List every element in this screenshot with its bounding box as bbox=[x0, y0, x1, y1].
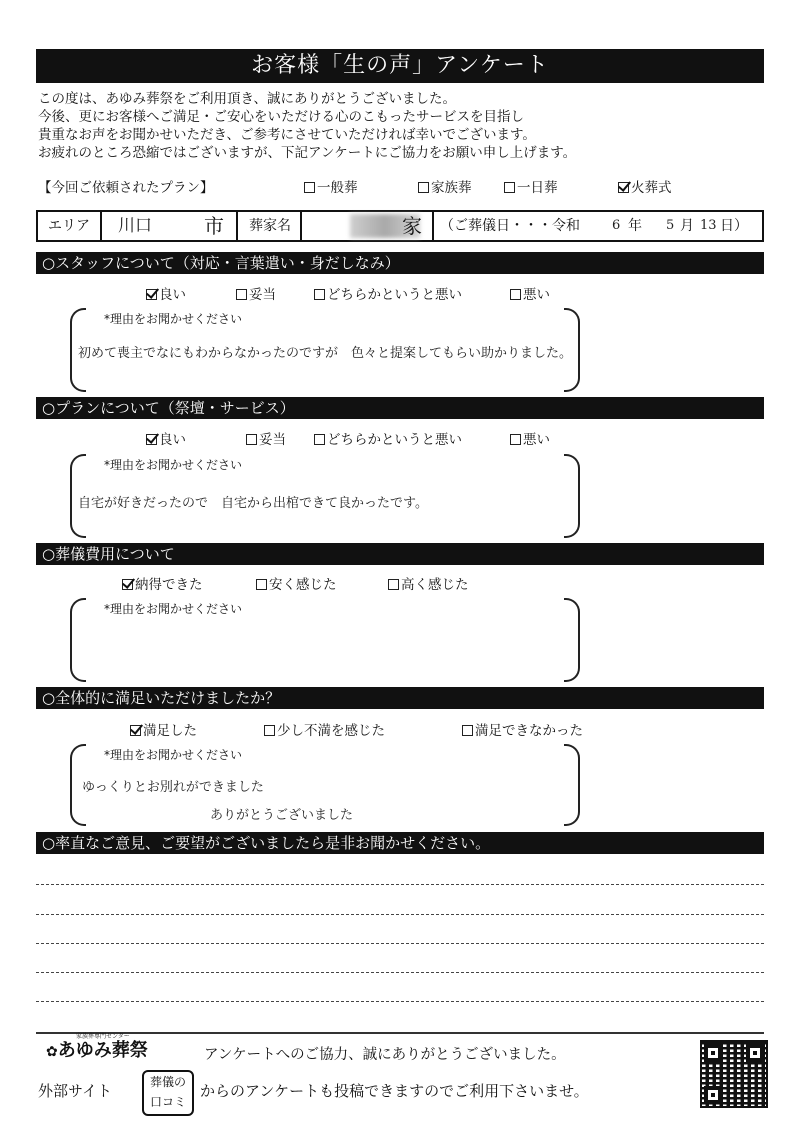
option-somewhat-bad[interactable] bbox=[314, 283, 462, 303]
option-label: 家族葬 bbox=[431, 180, 472, 196]
checkbox-icon[interactable] bbox=[314, 434, 325, 445]
divider bbox=[236, 212, 238, 240]
logo-subtitle: 家族葬専門センター bbox=[76, 1033, 130, 1040]
section-plan-reason-box[interactable] bbox=[70, 454, 580, 538]
kcomi-line: 口コミ bbox=[149, 1095, 186, 1109]
checkbox-icon[interactable] bbox=[510, 434, 521, 445]
external-site-label: 外部サイト bbox=[38, 1082, 112, 1100]
option-label: 悪い bbox=[523, 287, 550, 303]
opinion-line[interactable] bbox=[36, 972, 764, 973]
option-fair[interactable] bbox=[236, 283, 276, 303]
opinion-title: ○率直なご意見、ご要望がございましたら是非お聞かせください。 bbox=[36, 832, 764, 854]
funeral-day[interactable]: 13 bbox=[700, 218, 717, 233]
option-good[interactable] bbox=[146, 428, 186, 448]
plan-option-kazoku[interactable] bbox=[418, 176, 472, 196]
option-label: 良い bbox=[159, 287, 186, 303]
reason-prompt: *理由をお聞かせください bbox=[104, 602, 243, 616]
intro-line: この度は、あゆみ葬祭をご利用頂き、誠にありがとうございました。 bbox=[38, 91, 456, 107]
month-label: 月 bbox=[680, 218, 694, 234]
qr-code-icon[interactable] bbox=[700, 1040, 768, 1108]
option-label: 一日葬 bbox=[517, 180, 558, 196]
plan-label: 【今回ご依頼されたプラン】 bbox=[38, 180, 214, 196]
option-label: 納得できた bbox=[135, 577, 203, 593]
plan-option-kasou[interactable] bbox=[618, 176, 672, 196]
area-value[interactable]: 川口 bbox=[118, 216, 152, 236]
family-name-label: 葬家名 bbox=[249, 218, 291, 234]
footer-divider bbox=[36, 1032, 764, 1034]
option-slightly-unsatisfied[interactable] bbox=[264, 719, 385, 739]
section-cost-title: ○葬儀費用について bbox=[36, 543, 764, 565]
checkbox-icon[interactable] bbox=[264, 725, 275, 736]
option-label: どちらかというと悪い bbox=[327, 432, 462, 448]
opinion-line[interactable] bbox=[36, 943, 764, 944]
year-label: 年 bbox=[628, 218, 642, 234]
checkbox-checked-icon[interactable] bbox=[130, 725, 141, 736]
reason-prompt: *理由をお聞かせください bbox=[104, 458, 243, 472]
section-staff-title: ○スタッフについて（対応・言葉遣い・身だしなみ） bbox=[36, 252, 764, 274]
option-unsatisfied[interactable] bbox=[462, 719, 583, 739]
section-cost-reason-box[interactable] bbox=[70, 598, 580, 682]
kcomi-logo[interactable] bbox=[142, 1070, 194, 1116]
option-label: 少し不満を感じた bbox=[277, 723, 385, 739]
checkbox-icon[interactable] bbox=[418, 182, 429, 193]
checkbox-icon[interactable] bbox=[388, 579, 399, 590]
intro-line: 今後、更にお客様へご満足・ご安心をいただける心のこもったサービスを目指し bbox=[38, 109, 524, 125]
plan-option-ichinichi[interactable] bbox=[504, 176, 558, 196]
checkbox-icon[interactable] bbox=[246, 434, 257, 445]
intro-line: 貴重なお声をお聞かせいただき、ご参考にさせていただければ幸いでございます。 bbox=[38, 127, 536, 143]
bracket-left bbox=[70, 598, 86, 682]
logo-text: あゆみ葬祭 bbox=[57, 1040, 148, 1061]
option-cheap[interactable] bbox=[256, 573, 337, 593]
qr-finder bbox=[704, 1086, 722, 1104]
funeral-month[interactable]: 5 bbox=[666, 218, 675, 233]
section-cost-options bbox=[0, 573, 800, 593]
option-label: 妥当 bbox=[259, 432, 286, 448]
checkbox-icon[interactable] bbox=[510, 289, 521, 300]
opinion-line[interactable] bbox=[36, 914, 764, 915]
section-staff-options bbox=[0, 283, 800, 303]
option-label: 良い bbox=[159, 432, 186, 448]
company-logo bbox=[46, 1036, 148, 1062]
day-label: 日） bbox=[720, 218, 748, 234]
option-expensive[interactable] bbox=[388, 573, 469, 593]
funeral-year[interactable]: 6 bbox=[612, 218, 621, 233]
reason-prompt: *理由をお聞かせください bbox=[104, 312, 243, 326]
opinion-line[interactable] bbox=[36, 884, 764, 885]
area-row bbox=[36, 210, 764, 242]
option-bad[interactable] bbox=[510, 428, 550, 448]
checkbox-checked-icon[interactable] bbox=[618, 182, 629, 193]
bracket-right bbox=[564, 744, 580, 826]
kcomi-line: 葬儀の bbox=[149, 1075, 186, 1089]
checkbox-icon[interactable] bbox=[304, 182, 315, 193]
survey-title: お客様「生の声」アンケート bbox=[36, 49, 764, 83]
checkbox-icon[interactable] bbox=[256, 579, 267, 590]
date-prefix: （ご葬儀日・・・令和 bbox=[440, 218, 580, 234]
checkbox-icon[interactable] bbox=[504, 182, 515, 193]
area-label: エリア bbox=[48, 218, 90, 234]
section-plan-options bbox=[0, 428, 800, 448]
reason-handwritten: ありがとうございました bbox=[210, 808, 354, 823]
option-label: 妥当 bbox=[249, 287, 276, 303]
footer-thanks: アンケートへのご協力、誠にありがとうございました。 bbox=[204, 1047, 566, 1063]
option-label: 満足した bbox=[143, 723, 197, 739]
option-satisfied[interactable] bbox=[122, 573, 203, 593]
checkbox-icon[interactable] bbox=[314, 289, 325, 300]
option-label: 悪い bbox=[523, 432, 550, 448]
section-overall-options bbox=[0, 719, 800, 739]
divider bbox=[432, 212, 434, 240]
intro-text bbox=[38, 90, 768, 162]
reason-prompt: *理由をお聞かせください bbox=[104, 748, 243, 762]
bracket-right bbox=[564, 598, 580, 682]
reason-handwritten: 初めて喪主でなにもわからなかったのですが 色々と提案してもらい助かりました。 bbox=[78, 346, 573, 361]
external-site-text: からのアンケートも投稿できますのでご利用下さいませ。 bbox=[200, 1082, 589, 1100]
section-plan-title: ○プランについて（祭壇・サービス） bbox=[36, 397, 764, 419]
checkbox-checked-icon[interactable] bbox=[146, 289, 157, 300]
section-staff-reason-box[interactable] bbox=[70, 308, 580, 392]
section-overall-title: ○全体的に満足いただけましたか？ bbox=[36, 687, 764, 709]
divider bbox=[300, 212, 302, 240]
plan-row bbox=[38, 176, 768, 196]
checkbox-checked-icon[interactable] bbox=[146, 434, 157, 445]
option-fair[interactable] bbox=[246, 428, 286, 448]
section-overall-reason-box[interactable] bbox=[70, 744, 580, 826]
option-label: 高く感じた bbox=[401, 577, 469, 593]
option-label: 満足できなかった bbox=[475, 723, 583, 739]
plan-option-ippan[interactable] bbox=[304, 176, 358, 196]
logo-mark-icon: ✿ bbox=[46, 1044, 58, 1060]
city-suffix: 市 bbox=[204, 214, 224, 238]
option-label: どちらかというと悪い bbox=[327, 287, 462, 303]
option-somewhat-bad[interactable] bbox=[314, 428, 462, 448]
qr-finder bbox=[746, 1044, 764, 1062]
family-suffix: 家 bbox=[402, 214, 422, 238]
option-label: 一般葬 bbox=[317, 180, 358, 196]
option-satisfied[interactable] bbox=[130, 719, 197, 739]
checkbox-checked-icon[interactable] bbox=[122, 579, 133, 590]
checkbox-icon[interactable] bbox=[236, 289, 247, 300]
option-label: 安く感じた bbox=[269, 577, 337, 593]
divider bbox=[100, 212, 102, 240]
qr-finder bbox=[704, 1044, 722, 1062]
reason-handwritten: ゆっくりとお別れができました bbox=[82, 780, 264, 795]
option-good[interactable] bbox=[146, 283, 186, 303]
option-bad[interactable] bbox=[510, 283, 550, 303]
checkbox-icon[interactable] bbox=[462, 725, 473, 736]
intro-line: お疲れのところ恐縮ではございますが、下記アンケートにご協力をお願い申し上げます。 bbox=[38, 145, 577, 161]
opinion-line[interactable] bbox=[36, 1001, 764, 1002]
reason-handwritten: 自宅が好きだったので 自宅から出棺できて良かったです。 bbox=[78, 496, 428, 511]
option-label: 火葬式 bbox=[631, 180, 672, 196]
bracket-right bbox=[564, 454, 580, 538]
